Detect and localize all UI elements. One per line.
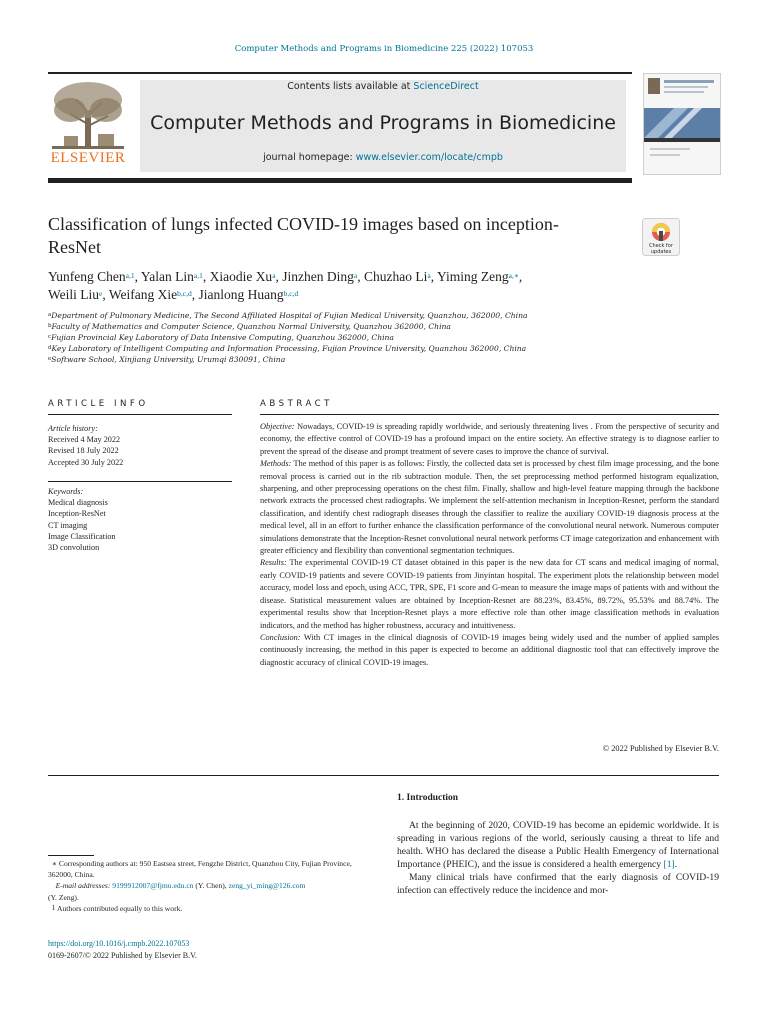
author-affiliation-ref[interactable]: a [353,271,358,280]
corresponding-author-note [48,858,378,880]
author-affiliation-ref[interactable]: b,c,d [283,289,299,298]
contents-available-line [140,81,626,92]
affiliation-key: e [48,355,52,362]
affiliation-item [48,355,688,366]
elsevier-wordmark: ELSEVIER [50,150,126,166]
abstract-conclusion [260,632,719,669]
author-affiliation-ref[interactable]: a [427,271,431,280]
affiliation-item [48,344,688,355]
email-owner: (Y. Zeng). [48,892,79,902]
objective-label: Objective: [260,422,295,431]
abstract-heading: ABSTRACT [260,399,333,409]
footnotes [48,858,378,914]
author-name[interactable]: Yunfeng Chen [48,269,126,284]
affiliation-item [48,333,688,344]
svg-text:updates: updates [650,249,672,255]
abstract-rule [260,414,719,415]
paragraph-end: . [674,858,678,870]
article-info-rule [48,414,232,415]
author-name[interactable]: Jianlong Huang [198,287,284,302]
abstract-copyright: © 2022 Published by Elsevier B.V. [602,744,719,753]
citation-link[interactable]: [1] [663,858,675,870]
introduction-paragraph [397,820,719,872]
svg-text:Check for: Check for [649,243,673,249]
author-affiliation-ref[interactable]: e [99,289,103,298]
history-label: Article history: [48,424,98,433]
introduction-heading: 1. Introduction [397,793,459,803]
abstract-results [260,557,719,631]
doi-link[interactable]: https://doi.org/10.1016/j.cmpb.2022.107053 [48,939,190,948]
affiliation-text: Software School, Xinjiang University, Urumqi 830091, China [51,354,286,364]
article-history [48,423,232,468]
email-owner: (Y. Chen), [193,881,229,891]
journal-homepage-line [140,152,626,163]
equal-contribution-note [48,903,378,914]
email-addresses [48,880,378,902]
email-label: E-mail addresses: [55,881,111,891]
issn-copyright: 0169-2607/© 2022 Published by Elsevier B.V. [48,951,197,960]
author-affiliation-ref[interactable]: b,c,d [177,289,192,298]
abstract-body [260,421,719,669]
results-label: Results: [260,558,287,568]
author-list: Yunfeng Chen$^{a,1}$, Yalan Lin$^{a,1}$, Xiaodie Xu$^a$, Jinzhen Ding$^a$, Chuzhao Li$^a$, Yiming Zeng$^{a,∗}$, Weili Liu$^e$, Weifang Xie$^{b,c,d}$, Jianlong Huang$^{b,c,d}$ [48,269,523,302]
journal-citation-link[interactable]: Computer Methods and Programs in Biomedicine 225 (2022) 107053 [234,44,534,54]
article-title: Classification of lungs infected COVID-19 images based on inception-ResNet [48,214,559,257]
affiliation-key: a [48,312,52,318]
results-text: The experimental COVID-19 CT dataset obtained in this paper is the new data for CT scans and medical imaging of normal, early COVID-19 patients and severe COVID-19 patients from Jinyintan hospital. The experiment plots the relationship between model accuracy, model loss and epoch, using ACC, TPR, SPE, F1 score and G-mean to measure the image maps of patients with and without the disease. Statistical measurement values are obtained by Inception-Resnet are 88.23%, 83.45%, 89.72%, 95.53% and 88.74%. The experimental results show that Inception-Resnet plays a more effective role than other image classification methods in evaluation indicators, and the method has higher robustness, accuracy and intuitiveness. [260,558,719,630]
affiliation-item [48,311,688,322]
affiliation-key: d [48,344,52,351]
journal-cover-thumbnail[interactable] [643,73,721,175]
affiliation-key: c [48,333,52,340]
corresponding-mark: ∗ [51,859,57,868]
check-for-updates-badge[interactable] [642,218,680,256]
journal-homepage-link[interactable]: www.elsevier.com/locate/cmpb [355,152,503,163]
author-name[interactable]: Xiaodie Xu [209,269,273,284]
introduction-body [397,820,719,897]
methods-text: The method of this paper is as follows: Firstly, the collected data set is processed by chest film image processing, and the bone removal process is carried out in the rib subtraction module. Then, the set preprocessing method performed histogram equalization, sharpening, and other preprocessing operations on the chest film. Finally, shallow and high-level feature mapping through the backbone network extracts the processed chest radiographs. We implement the self-attention mechanism in Inception-Resnet, perform the standard classification, and identify chest radiograph diseases through the classifier to realize the auxiliary COVID-19 diagnosis process at the medical level, all in an effort to further enhance the classification performance of the convolutional neural network. Numerous computer simulations demonstrate that the Inception-Resnet convolutional neural network performs CT image categorization and enhancement with greater efficiency and flexibility than conventional segmentation techniques. [260,459,719,556]
author-affiliation-ref[interactable]: a,∗ [508,271,519,280]
homepage-prefix: journal homepage: [263,152,356,163]
contents-prefix: Contents lists available at [287,81,414,92]
front-matter-bottom-rule [48,775,719,776]
affiliation-key: b [48,322,52,329]
equal-mark: 1 [51,902,56,912]
keywords-rule [48,481,232,482]
author-affiliation-ref[interactable]: a,1 [125,271,135,280]
abstract-objective [260,421,719,458]
abstract-methods [260,458,719,557]
author-affiliation-ref[interactable]: a [272,271,276,280]
paragraph-text: At the beginning of 2020, COVID-19 has become an epidemic worldwide. It is spreading in various regions of the world, seriously causing a threat to life and health. WHO has declared the disease a Public Health Emergency of International Importance (PHEIC), and the issue is considered a health emergency [397,820,719,870]
keyword-item: Inception-ResNet [48,509,106,519]
affiliation-text: Faculty of Mathematics and Computer Science, Quanzhou Normal University, Quanzhou 362000, China [51,321,451,331]
introduction-paragraph: Many clinical trials have confirmed that the early diagnosis of COVID-19 infection can effectively reduce the incidence and mor- [397,871,719,896]
author-name[interactable]: Yiming Zeng [436,269,509,284]
keyword-item: Image Classification [48,531,116,541]
equal-text: Authors contributed equally to this work. [57,903,183,913]
masthead-top-rule [48,72,632,74]
article-info-heading: ARTICLE INFO [48,399,149,409]
email-link[interactable]: zeng_yi_ming@126.com [228,881,306,891]
journal-title: Computer Methods and Programs in Biomedicine [150,112,616,134]
conclusion-text: With CT images in the clinical diagnosis of COVID-19 images being widely used and the number of applied samples continuously increasing, the method in this paper is expected to become an additional diagnostic tool that can effectively improve the diagnostic accuracy of clinical COVID-19 images. [260,632,719,667]
affiliation-text: Fujian Provincial Key Laboratory of Data Intensive Computing, Quanzhou 362000, China [51,332,394,342]
revised-date: Revised 18 July 2022 [48,446,119,456]
accepted-date: Accepted 30 July 2022 [48,457,124,467]
sciencedirect-link[interactable]: ScienceDirect [413,81,479,92]
email-link[interactable]: 9199912007@fjmu.edu.cn [112,881,194,891]
objective-text: Nowadays, COVID-19 is spreading rapidly worldwide, and seriously threatening lives . From the perspective of security and economy, the effective control of COVID-19 has a profound impact on the entire society. An effective strategy is to diagnose earlier to prevent the spread of the disease and prompt treatment of severe cases to improve the chance of survival. [260,422,719,456]
author-name[interactable]: Chuzhao Li [364,269,428,284]
affiliations-list [48,311,688,366]
affiliation-item [48,322,688,333]
author-name[interactable]: Jinzhen Ding [282,269,354,284]
received-date: Received 4 May 2022 [48,435,121,445]
keyword-item: CT imaging [48,520,88,530]
conclusion-label: Conclusion: [260,632,301,642]
methods-label: Methods: [260,459,292,469]
corresponding-text: Corresponding authors at: 950 Eastsea street, Fengzhe District, Quanzhou City, Fujian Province, 362000, China. [48,859,352,880]
keywords-label: Keywords: [48,487,84,496]
author-name[interactable]: Weifang Xie [108,287,178,302]
masthead-bottom-rule [48,178,632,183]
keyword-item: Medical diagnosis [48,498,108,508]
keyword-item: 3D convolution [48,543,100,553]
author-name[interactable]: Weili Liu [48,287,100,302]
keywords-block [48,486,232,553]
affiliation-text: Key Laboratory of Intelligent Computing and Information Processing, Fujian Province University, Quanzhou 362000, China [51,343,527,353]
footnote-rule [48,855,94,856]
author-name[interactable]: Yalan Lin [140,269,194,284]
affiliation-text: Department of Pulmonary Medicine, The Second Affiliated Hospital of Fujian Medical University, Quanzhou, 362000, China [51,311,528,320]
author-affiliation-ref[interactable]: a,1 [193,271,203,280]
